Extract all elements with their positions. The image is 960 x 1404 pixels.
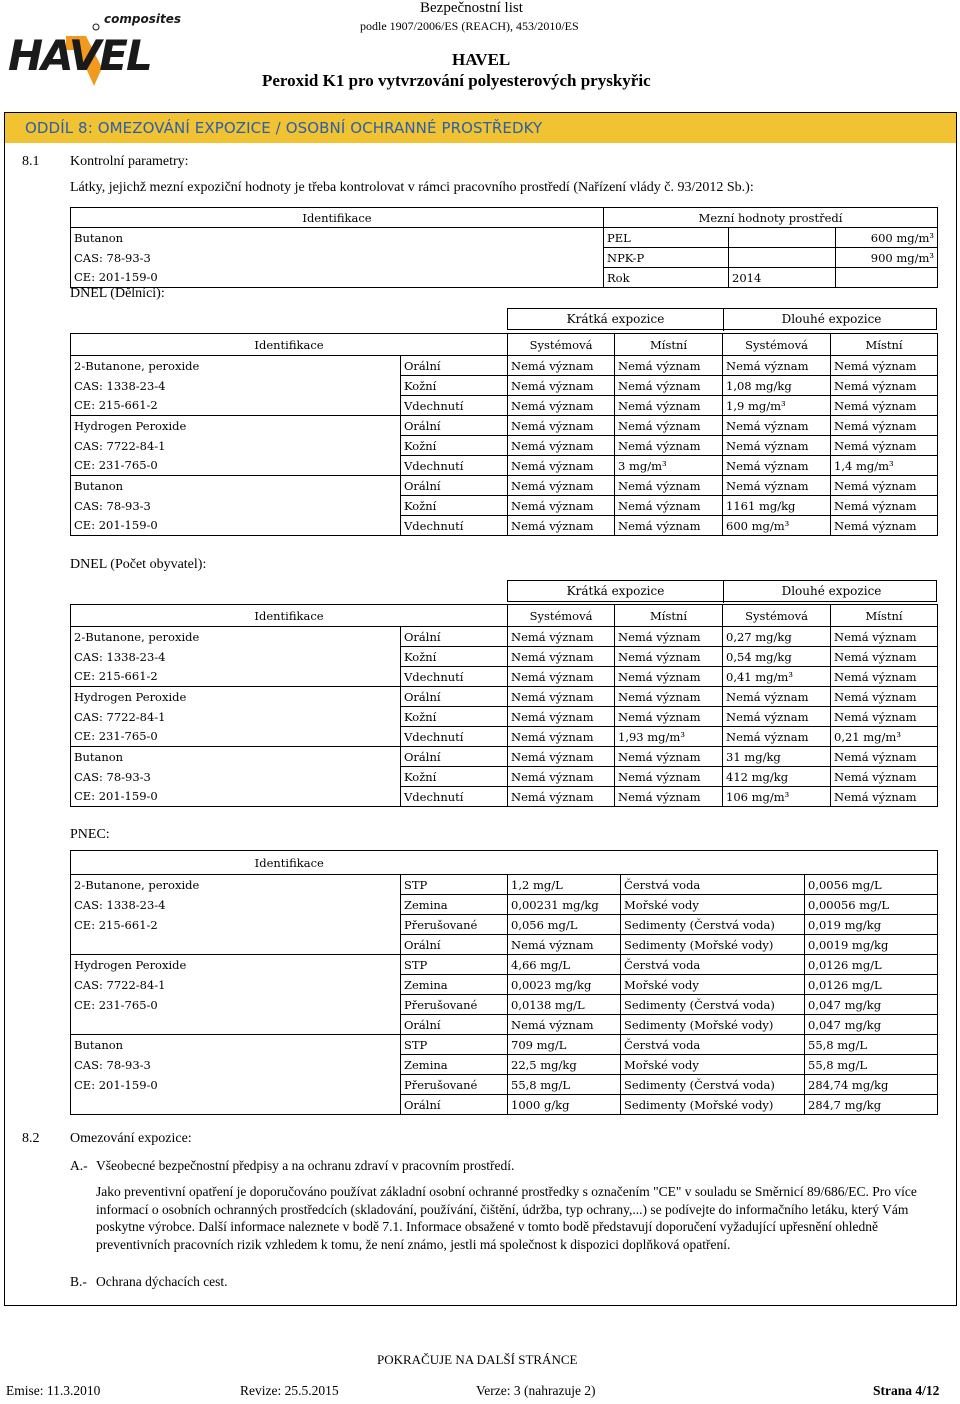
section-8-1-title: Kontrolní parametry: (70, 154, 189, 169)
substance-identifier: CE: 231-765-0 (71, 727, 401, 747)
value-systemic-long: 1161 mg/kg (723, 496, 831, 516)
compartment: Přerušované (401, 995, 508, 1015)
table-row (71, 915, 938, 935)
logo-havel-text: HAVEL (8, 31, 151, 80)
value-systemic-long: 0,54 mg/kg (723, 647, 831, 667)
exposure-limits-table (70, 207, 938, 288)
header-systemic-long: Systémová (723, 334, 831, 356)
table-row (71, 396, 938, 416)
table-row (71, 647, 938, 667)
environment-value: 0,0126 mg/L (805, 975, 938, 995)
exposure-route: Kožní (401, 376, 508, 396)
limits-row: CAS: 78-93-3 NPK-P 900 mg/m³ (71, 248, 938, 268)
compartment-value: 0,056 mg/L (508, 915, 621, 935)
value-local-short: Nemá význam (615, 687, 723, 707)
exposure-route: Kožní (401, 647, 508, 667)
table-row (71, 995, 938, 1015)
environment: Sedimenty (Mořské vody) (621, 1095, 805, 1115)
value-systemic-long: Nemá význam (723, 687, 831, 707)
substance-identifier: CAS: 1338-23-4 (71, 895, 401, 915)
value-local-long: Nemá význam (831, 416, 938, 436)
substance-identifier: 2-Butanone, peroxide (71, 627, 401, 647)
compartment: Orální (401, 935, 508, 955)
environment: Mořské vody (621, 1055, 805, 1075)
compartment: Přerušované (401, 1075, 508, 1095)
header-identification: Identifikace (71, 334, 508, 356)
value-systemic-short: Nemá význam (508, 376, 615, 396)
environment: Mořské vody (621, 975, 805, 995)
exposure-route: Orální (401, 476, 508, 496)
header-local-short: Místní (615, 605, 723, 627)
exposure-route: Kožní (401, 767, 508, 787)
value-local-long: Nemá význam (831, 496, 938, 516)
environment: Čerstvá voda (621, 1035, 805, 1055)
substance-identifier: CAS: 1338-23-4 (71, 376, 401, 396)
value-local-short: Nemá význam (615, 516, 723, 536)
value-systemic-short: Nemá význam (508, 687, 615, 707)
pnec-header-identification: Identifikace (71, 851, 508, 875)
environment-value: 0,0019 mg/kg (805, 935, 938, 955)
environment-value: 0,0056 mg/L (805, 875, 938, 895)
value-local-short: Nemá význam (615, 707, 723, 727)
regulation-reference: podle 1907/2006/ES (REACH), 453/2010/ES (360, 19, 579, 33)
table-row (71, 356, 938, 376)
value-systemic-long: 412 mg/kg (723, 767, 831, 787)
substance-identifier: CE: 231-765-0 (71, 456, 401, 476)
substance-identifier: 2-Butanone, peroxide (71, 356, 401, 376)
substance-identifier: CAS: 7722-84-1 (71, 707, 401, 727)
environment-value: 0,019 mg/kg (805, 915, 938, 935)
limits-header-identification: Identifikace (71, 208, 604, 228)
environment: Čerstvá voda (621, 875, 805, 895)
exposure-route: Vdechnutí (401, 667, 508, 687)
value-systemic-short: Nemá význam (508, 416, 615, 436)
value-local-long: Nemá význam (831, 647, 938, 667)
compartment: Orální (401, 1015, 508, 1035)
value-local-long: Nemá význam (831, 356, 938, 376)
exposure-route: Vdechnutí (401, 456, 508, 476)
exposure-route: Orální (401, 416, 508, 436)
substance-identifier (71, 1095, 401, 1115)
substance-identifier: CAS: 78-93-3 (71, 496, 401, 516)
short-exposure-label: Krátká expozice (566, 584, 665, 598)
compartment: STP (401, 1035, 508, 1055)
value-systemic-long: Nemá význam (723, 356, 831, 376)
section-8-1-text: Látky, jejichž mezní expoziční hodnoty je třeba kontrolovat v rámci pracovního prostředí (Nařízení vlády č. 93/2012 Sb.): (70, 180, 754, 195)
short-exposure-label: Krátká expozice (566, 312, 665, 326)
environment: Sedimenty (Mořské vody) (621, 935, 805, 955)
table-row (71, 1095, 938, 1115)
compartment-value: 22,5 mg/kg (508, 1055, 621, 1075)
value-local-short: Nemá význam (615, 667, 723, 687)
header-systemic-short: Systémová (508, 334, 615, 356)
substance-identifier: 2-Butanone, peroxide (71, 875, 401, 895)
value-local-long: Nemá význam (831, 396, 938, 416)
logo-composites-text: composites (104, 12, 181, 26)
value-systemic-long: 1,08 mg/kg (723, 376, 831, 396)
value-local-long: 1,4 mg/m³ (831, 456, 938, 476)
value-systemic-long: 1,9 mg/m³ (723, 396, 831, 416)
substance-identifier (71, 935, 401, 955)
value-systemic-short: Nemá význam (508, 747, 615, 767)
compartment: STP (401, 875, 508, 895)
value-local-long: Nemá význam (831, 436, 938, 456)
table-row (71, 767, 938, 787)
dnel-workers-title: DNEL (Dělníci): (70, 286, 165, 301)
value-systemic-short: Nemá význam (508, 496, 615, 516)
compartment: Orální (401, 1095, 508, 1115)
substance-identifier: CE: 201-159-0 (71, 787, 401, 807)
product-name: Peroxid K1 pro vytvrzování polyesterových pryskyřic (262, 71, 651, 90)
compartment-value: 1000 g/kg (508, 1095, 621, 1115)
value-local-long: Nemá význam (831, 687, 938, 707)
environment: Sedimenty (Mořské vody) (621, 1015, 805, 1035)
compartment: Přerušované (401, 915, 508, 935)
pnec-title: PNEC: (70, 827, 110, 842)
value-systemic-short: Nemá význam (508, 727, 615, 747)
page-number: Strana 4/12 (873, 1383, 940, 1398)
header-identification: Identifikace (71, 605, 508, 627)
issue-date: Emise: 11.3.2010 (6, 1383, 101, 1398)
exposure-route: Vdechnutí (401, 516, 508, 536)
value-systemic-long: Nemá význam (723, 707, 831, 727)
environment-value: 0,047 mg/kg (805, 995, 938, 1015)
value-systemic-long: Nemá význam (723, 727, 831, 747)
value-systemic-long: Nemá význam (723, 436, 831, 456)
substance-identifier: CE: 215-661-2 (71, 396, 401, 416)
value-systemic-short: Nemá význam (508, 667, 615, 687)
limits-row: Butanon PEL 600 mg/m³ (71, 228, 938, 248)
table-row (71, 416, 938, 436)
value-local-short: 1,93 mg/m³ (615, 727, 723, 747)
value-local-long: Nemá význam (831, 476, 938, 496)
compartment: Zemina (401, 1055, 508, 1075)
compartment-value: 709 mg/L (508, 1035, 621, 1055)
substance-identifier: CE: 201-159-0 (71, 516, 401, 536)
value-systemic-short: Nemá význam (508, 456, 615, 476)
value-systemic-long: 31 mg/kg (723, 747, 831, 767)
compartment-value: Nemá význam (508, 935, 621, 955)
table-row (71, 627, 938, 647)
compartment-value: Nemá význam (508, 1015, 621, 1035)
table-row (71, 935, 938, 955)
section-8-2-number: 8.2 (22, 1131, 40, 1146)
environment-value: 284,74 mg/kg (805, 1075, 938, 1095)
protective-equipment-paragraph: Jako preventivní opatření je doporučováno používat základní osobní ochranné prostředky s označením "CE" v souladu se Směrnicí 89/686/EC. Pro více informací o osobních ochranných prostředcích (skladování, používání, čištění, údržba, typ ochrany,...) se podívejte do informačního letáku, který Vám poskytne výrobce. Další informace naleznete v bodě 7.1. Informace obsažené v tomto bodě představují doporučení vyžadující upřesnění ohledně preventivních pracovních rizik vzhledem k tomu, že není známo, jestli má společnost k dispozici doplňková opatření. (96, 1184, 917, 1252)
table-row (71, 1075, 938, 1095)
substance-identifier: Butanon (71, 747, 401, 767)
value-systemic-long: Nemá význam (723, 456, 831, 476)
table-row (71, 1035, 938, 1055)
value-systemic-long: 600 mg/m³ (723, 516, 831, 536)
value-systemic-short: Nemá význam (508, 707, 615, 727)
value-local-short: Nemá význam (615, 767, 723, 787)
value-systemic-short: Nemá význam (508, 476, 615, 496)
table-row (71, 376, 938, 396)
value-local-long: 0,21 mg/m³ (831, 727, 938, 747)
environment: Mořské vody (621, 895, 805, 915)
subsection-b-label: B.- (70, 1274, 87, 1289)
table-row (71, 747, 938, 767)
substance-identifier: CAS: 78-93-3 (71, 1055, 401, 1075)
value-local-short: Nemá význam (615, 647, 723, 667)
substance-identifier: CAS: 78-93-3 (71, 767, 401, 787)
value-local-long: Nemá význam (831, 516, 938, 536)
value-systemic-short: Nemá význam (508, 647, 615, 667)
environment: Čerstvá voda (621, 955, 805, 975)
table-row (71, 895, 938, 915)
compartment-value: 0,0138 mg/L (508, 995, 621, 1015)
substance-identifier: Hydrogen Peroxide (71, 955, 401, 975)
exposure-route: Vdechnutí (401, 787, 508, 807)
value-systemic-short: Nemá význam (508, 767, 615, 787)
exposure-route: Vdechnutí (401, 396, 508, 416)
value-systemic-short: Nemá význam (508, 627, 615, 647)
value-local-long: Nemá význam (831, 376, 938, 396)
table-row (71, 875, 938, 895)
substance-identifier: Butanon (71, 476, 401, 496)
substance-identifier: CE: 215-661-2 (71, 915, 401, 935)
value-systemic-long: Nemá význam (723, 416, 831, 436)
header-local-long: Místní (831, 605, 938, 627)
compartment: Zemina (401, 975, 508, 995)
value-local-short: Nemá význam (615, 476, 723, 496)
value-local-long: Nemá význam (831, 767, 938, 787)
substance-identifier: CE: 215-661-2 (71, 667, 401, 687)
substance-identifier: Hydrogen Peroxide (71, 687, 401, 707)
havel-logo (4, 6, 186, 90)
value-local-long: Nemá význam (831, 667, 938, 687)
value-local-long: Nemá význam (831, 747, 938, 767)
table-row (71, 436, 938, 456)
value-systemic-short: Nemá význam (508, 356, 615, 376)
table-row (71, 496, 938, 516)
header-systemic-long: Systémová (723, 605, 831, 627)
pnec-table (70, 850, 938, 1115)
revision-date: Revize: 25.5.2015 (240, 1383, 339, 1398)
dnel-workers-exposure-header (507, 308, 937, 330)
exposure-route: Orální (401, 356, 508, 376)
version: Verze: 3 (nahrazuje 2) (476, 1383, 596, 1398)
compartment-value: 4,66 mg/L (508, 955, 621, 975)
subsection-a-label: A.- (70, 1158, 88, 1173)
value-local-long: Nemá význam (831, 707, 938, 727)
long-exposure-label: Dlouhé expozice (723, 309, 939, 331)
environment: Sedimenty (Čerstvá voda) (621, 1075, 805, 1095)
company-name: HAVEL (452, 50, 511, 69)
value-systemic-short: Nemá význam (508, 787, 615, 807)
environment-value: 0,0126 mg/L (805, 955, 938, 975)
substance-identifier: CAS: 7722-84-1 (71, 975, 401, 995)
dnel-population-table (70, 604, 938, 807)
substance-identifier: CAS: 1338-23-4 (71, 647, 401, 667)
table-row (71, 955, 938, 975)
substance-identifier (71, 1015, 401, 1035)
document-title: Bezpečnostní list (420, 0, 523, 16)
table-row (71, 516, 938, 536)
continues-next-page: POKRAČUJE NA DALŠÍ STRÁNCE (377, 1352, 578, 1367)
substance-identifier: CE: 201-159-0 (71, 1075, 401, 1095)
environment-value: 284,7 mg/kg (805, 1095, 938, 1115)
exposure-route: Orální (401, 687, 508, 707)
value-local-short: Nemá význam (615, 436, 723, 456)
compartment-value: 55,8 mg/L (508, 1075, 621, 1095)
compartment-value: 0,0023 mg/kg (508, 975, 621, 995)
dnel-population-exposure-header (507, 580, 937, 602)
exposure-route: Orální (401, 747, 508, 767)
value-systemic-short: Nemá význam (508, 396, 615, 416)
limits-row: CE: 201-159-0 Rok 2014 (71, 268, 938, 288)
environment-value: 55,8 mg/L (805, 1055, 938, 1075)
table-row (71, 727, 938, 747)
subsection-b-text: Ochrana dýchacích cest. (96, 1274, 228, 1289)
table-row (71, 687, 938, 707)
table-row (71, 707, 938, 727)
value-systemic-long: 106 mg/m³ (723, 787, 831, 807)
value-local-short: Nemá význam (615, 416, 723, 436)
exposure-route: Kožní (401, 436, 508, 456)
table-row (71, 1015, 938, 1035)
section-8-1-number: 8.1 (22, 154, 40, 169)
dnel-population-title: DNEL (Počet obyvatel): (70, 557, 207, 572)
dnel-workers-table (70, 333, 938, 536)
long-exposure-label: Dlouhé expozice (723, 581, 939, 603)
value-systemic-short: Nemá význam (508, 436, 615, 456)
exposure-route: Vdechnutí (401, 727, 508, 747)
compartment-value: 1,2 mg/L (508, 875, 621, 895)
value-local-long: Nemá význam (831, 627, 938, 647)
table-row (71, 667, 938, 687)
table-row (71, 1055, 938, 1075)
table-row (71, 456, 938, 476)
value-local-short: Nemá význam (615, 627, 723, 647)
value-local-short: Nemá význam (615, 787, 723, 807)
value-local-short: Nemá význam (615, 747, 723, 767)
substance-identifier: Butanon (71, 1035, 401, 1055)
value-systemic-long: 0,41 mg/m³ (723, 667, 831, 687)
environment: Sedimenty (Čerstvá voda) (621, 915, 805, 935)
substance-identifier: Hydrogen Peroxide (71, 416, 401, 436)
exposure-route: Kožní (401, 496, 508, 516)
compartment-value: 0,00231 mg/kg (508, 895, 621, 915)
value-local-short: Nemá význam (615, 396, 723, 416)
environment-value: 0,00056 mg/L (805, 895, 938, 915)
header-local-short: Místní (615, 334, 723, 356)
environment-value: 0,047 mg/kg (805, 1015, 938, 1035)
substance-identifier: CE: 231-765-0 (71, 995, 401, 1015)
environment-value: 55,8 mg/L (805, 1035, 938, 1055)
compartment: STP (401, 955, 508, 975)
section-header (5, 113, 956, 143)
table-row (71, 975, 938, 995)
header-systemic-short: Systémová (508, 605, 615, 627)
substance-identifier: CAS: 7722-84-1 (71, 436, 401, 456)
value-local-short: Nemá význam (615, 356, 723, 376)
table-row (71, 476, 938, 496)
subsection-a-text: Všeobecné bezpečnostní předpisy a na ochranu zdraví v pracovním prostředí. (96, 1158, 515, 1173)
value-local-short: 3 mg/m³ (615, 456, 723, 476)
limits-header-limits: Mezní hodnoty prostředí (604, 208, 938, 228)
value-local-long: Nemá význam (831, 787, 938, 807)
environment: Sedimenty (Čerstvá voda) (621, 995, 805, 1015)
value-systemic-long: 0,27 mg/kg (723, 627, 831, 647)
exposure-route: Orální (401, 627, 508, 647)
header-local-long: Místní (831, 334, 938, 356)
value-systemic-short: Nemá význam (508, 516, 615, 536)
value-local-short: Nemá význam (615, 496, 723, 516)
section-8-2-title: Omezování expozice: (70, 1131, 192, 1146)
value-systemic-long: Nemá význam (723, 476, 831, 496)
section-title: ODDÍL 8: OMEZOVÁNÍ EXPOZICE / OSOBNÍ OCHRANNÉ PROSTŘEDKY (25, 119, 543, 137)
table-row (71, 787, 938, 807)
value-local-short: Nemá význam (615, 376, 723, 396)
compartment: Zemina (401, 895, 508, 915)
exposure-route: Kožní (401, 707, 508, 727)
